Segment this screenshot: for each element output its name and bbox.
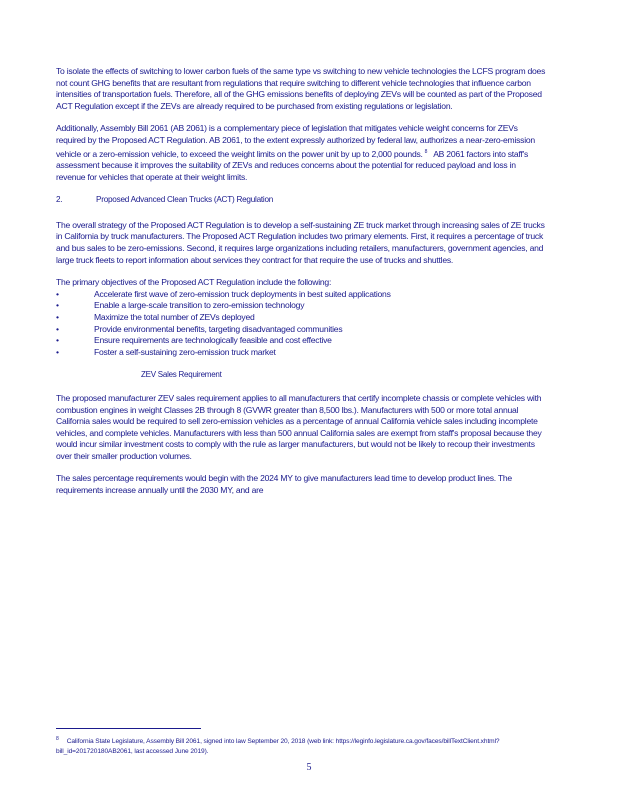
section-title: Proposed Advanced Clean Trucks (ACT) Regulation xyxy=(96,195,274,205)
paragraph-sales-requirement: The proposed manufacturer ZEV sales requirement applies to all manufacturers that certify incomplete chassis or complete vehicles with combustion engines in weight Classes 2B through 8 (GVWR greater than 8,500 lbs.). Manufacturers with 500 or more total annual California sales would be required to sell zero-emission vehicles as a percentage of annual California vehicle sales including incomplete vehicles, and complete vehicles. Manufacturers with less than 500 annual California sales are exempt from staff's proposal because they would incur similar investment costs to comply with the rule as larger manufacturers, but would not be likely to recoup their investments over their smaller production volumes. xyxy=(56,392,542,461)
footnote-reference[interactable]: 8 xyxy=(424,148,428,155)
list-item xyxy=(56,312,546,324)
list-item xyxy=(56,347,546,359)
bullet-icon: • xyxy=(56,288,59,299)
list-item-text: Accelerate first wave of zero-emission truck deployments in best suited applications xyxy=(94,288,391,299)
list-item xyxy=(56,324,546,336)
section-number: 2. xyxy=(56,195,63,205)
footnote-text[interactable]: California State Legislature, Assembly Bill 2061, signed into law September 20, 2018 (web link: https://leginfo.legislature.ca.gov/faces/billTextClient.xhtml?bill_id=201720180AB2061, last accessed June 2019). xyxy=(56,738,500,755)
list-item-text: Provide environmental benefits, targeting disadvantaged communities xyxy=(94,323,343,334)
footnote xyxy=(56,735,556,756)
footnote-number: 8 xyxy=(56,736,59,742)
paragraph-ab2061 xyxy=(56,123,546,183)
paragraph-ab2061-part1: Additionally, Assembly Bill 2061 (AB 2061) is a complementary piece of legislation that mitigates vehicle weight concerns for ZEVs required by the Proposed ACT Regulation. AB 2061, to the extent expressly authorized by federal law, authorizes a near-zero-emission vehicle or a zero-emission vehicle, to exceed the weight limits on the power unit by up to 2,000 pounds. xyxy=(56,123,535,159)
paragraph-strategy: The overall strategy of the Proposed ACT Regulation is to develop a self-sustaining ZE truck market through increasing sales of ZE trucks in California by truck manufacturers. The Proposed ACT Regulation includes two primary elements. First, it requires a percentage of truck and bus sales to be zero-emissions. Second, it requires large organizations including retailers, manufacturers, government agencies, and large truck fleets to report information about services they contract for that require the use of trucks and shuttles. xyxy=(56,219,545,265)
bullet-icon: • xyxy=(56,346,59,357)
paragraph-ab2061-part2: AB 2061 factors into staff's assessment because it improves the suitability of ZEVs and reduces concerns about the potential for reduced payload and loss in revenue for vehicles that operate at their weight limits. xyxy=(56,148,529,182)
paragraph-objectives-intro: The primary objectives of the Proposed ACT Regulation include the following: xyxy=(56,277,332,288)
list-item xyxy=(56,335,546,347)
footnote-divider xyxy=(56,728,201,729)
page-number: 5 xyxy=(306,762,312,773)
objectives-list xyxy=(56,289,546,359)
body-text xyxy=(56,66,546,508)
bullet-icon: • xyxy=(56,335,59,346)
list-item xyxy=(56,289,546,301)
list-item-text: Enable a large-scale transition to zero-emission technology xyxy=(94,300,305,311)
section-heading xyxy=(56,194,546,206)
list-item-text: Ensure requirements are technologically feasible and cost effective xyxy=(94,335,332,346)
bullet-icon: • xyxy=(56,300,59,311)
list-item xyxy=(56,300,546,312)
paragraph-sales-percentage: The sales percentage requirements would begin with the 2024 MY to give manufacturers lead time to develop product lines. The requirements increase annually until the 2030 MY, and are xyxy=(56,473,512,496)
bullet-icon: • xyxy=(56,323,59,334)
bullet-icon: • xyxy=(56,311,59,322)
list-item-text: Foster a self-sustaining zero-emission truck market xyxy=(94,346,276,357)
subsection-heading: ZEV Sales Requirement xyxy=(141,370,222,380)
paragraph-lcfs: To isolate the effects of switching to lower carbon fuels of the same type vs switching to new vehicle technologies the LCFS program does not count GHG benefits that are resultant from regulations that require switching to different vehicle technologies that influence carbon intensities of transportation fuels. Therefore, all of the GHG emissions benefits of deploying ZEVs will be counted as part of the Proposed ACT Regulation except if the ZEVs are already required to be purchased from existing regulations or legislation. xyxy=(56,66,546,111)
list-item-text: Maximize the total number of ZEVs deployed xyxy=(94,311,255,322)
